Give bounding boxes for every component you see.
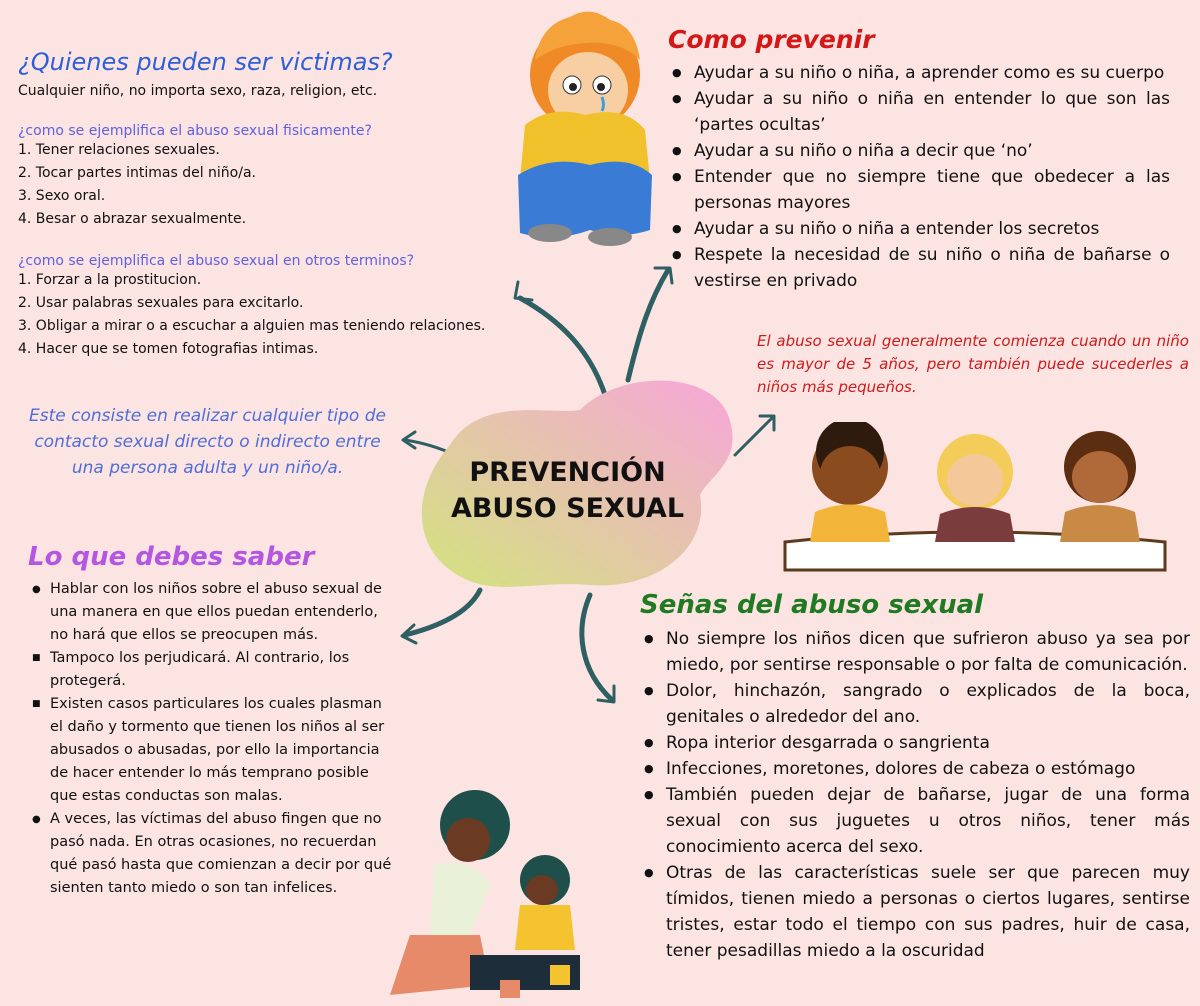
list-item: ● Respete la necesidad de su niño o niña de bañarse o vestirse en privado xyxy=(668,242,1170,294)
list-item: ● Ayudar a su niño o niña a entender los secretos xyxy=(668,216,1170,242)
prevent-section xyxy=(668,25,1170,294)
list-item: ● También pueden dejar de bañarse, jugar de una forma sexual con sus juguetes u otros niños, tener más conocimiento acerca del sexo. xyxy=(640,782,1190,860)
prevent-list xyxy=(668,60,1170,294)
definition-text: Este consiste en realizar cualquier tipo de contacto sexual directo o indirecto entre una persona adulta y un niño/a. xyxy=(29,406,386,478)
age-note: El abuso sexual generalmente comienza cuando un niño es mayor de 5 años, pero también puede sucederles a niños más pequeños. xyxy=(757,332,1189,396)
list-item: 3. Obligar a mirar o a escuchar a alguien mas teniendo relaciones. xyxy=(18,318,486,334)
signs-title: Señas del abuso sexual xyxy=(640,590,984,620)
list-item: ● Ayudar a su niño o niña en entender lo que son las ‘partes ocultas’ xyxy=(668,86,1170,138)
list-item: ● A veces, las víctimas del abuso fingen que no pasó nada. En otras ocasiones, no recuerdan qué pasó hasta que comienzan a decir por qué sienten tanto miedo o son tan infelices. xyxy=(28,808,393,900)
victims-title: ¿Quienes pueden ser victimas? xyxy=(18,48,393,76)
know-title: Lo que debes saber xyxy=(28,542,315,572)
list-item: ● Ropa interior desgarrada o sangrienta xyxy=(640,730,1190,756)
signs-section xyxy=(640,590,1190,964)
center-title-line2: ABUSO SEXUAL xyxy=(450,493,685,524)
mother-child-illustration xyxy=(350,785,610,1003)
list-item: ● Dolor, hinchazón, sangrado o explicados de la boca, genitales o alrededor del ano. xyxy=(640,678,1190,730)
three-kids-illustration xyxy=(780,422,1170,572)
crying-boy-illustration xyxy=(510,5,660,250)
list-item: ● Ayudar a su niño o niña, a aprender como es su cuerpo xyxy=(668,60,1170,86)
other-list xyxy=(18,269,538,361)
list-item: ● Infecciones, moretones, dolores de cabeza o estómago xyxy=(640,756,1190,782)
list-item: 2. Tocar partes intimas del niño/a. xyxy=(18,165,256,181)
list-item: ■ Tampoco los perjudicará. Al contrario, los protegerá. xyxy=(28,647,393,693)
list-item: ● Ayudar a su niño o niña a decir que ‘no’ xyxy=(668,138,1170,164)
arrow-right xyxy=(735,418,772,455)
arrow-down-right xyxy=(582,595,612,700)
list-item: ● Hablar con los niños sobre el abuso sexual de una manera en que ellos puedan entenderlo, no hará que ellos se preocupen más. xyxy=(28,578,393,647)
list-item: 3. Sexo oral. xyxy=(18,188,106,204)
physical-question: ¿como se ejemplifica el abuso sexual fisicamente? xyxy=(18,123,372,139)
other-question: ¿como se ejemplifica el abuso sexual en otros terminos? xyxy=(18,253,415,269)
list-item: ● No siempre los niños dicen que sufrieron abuso ya sea por miedo, por sentirse responsable o por falta de comunicación. xyxy=(640,626,1190,678)
victims-text: Cualquier niño, no importa sexo, raza, religion, etc. xyxy=(18,83,378,99)
center-title xyxy=(440,455,695,527)
list-item: 4. Besar o abrazar sexualmente. xyxy=(18,211,247,227)
prevent-title: Como prevenir xyxy=(668,25,875,54)
list-item: 1. Tener relaciones sexuales. xyxy=(18,142,220,158)
know-list xyxy=(28,578,393,900)
list-item: 2. Usar palabras sexuales para excitarlo. xyxy=(18,295,304,311)
list-item: ● Otras de las características suele ser que parecen muy tímidos, tienen miedo a personas o ciertos lugares, sentirse tristes, estar todo el tiempo con sus padres, huir de casa, tener pesadillas miedo a la oscuridad xyxy=(640,860,1190,964)
know-section xyxy=(28,542,393,900)
list-item: 4. Hacer que se tomen fotografias intimas. xyxy=(18,341,319,357)
center-title-line1: PREVENCIÓN xyxy=(469,457,666,488)
list-item: ■ Existen casos particulares los cuales plasman el daño y tormento que tienen los niños al ser abusados o abusadas, por ello la importancia de hacer entender lo más temprano posible que estas conductas son malas. xyxy=(28,693,393,808)
victims-section xyxy=(18,48,538,361)
physical-list xyxy=(18,139,538,231)
arrow-up-right xyxy=(628,270,668,380)
list-item: ● Entender que no siempre tiene que obedecer a las personas mayores xyxy=(668,164,1170,216)
list-item: 1. Forzar a la prostitucion. xyxy=(18,272,202,288)
signs-list xyxy=(640,626,1190,964)
